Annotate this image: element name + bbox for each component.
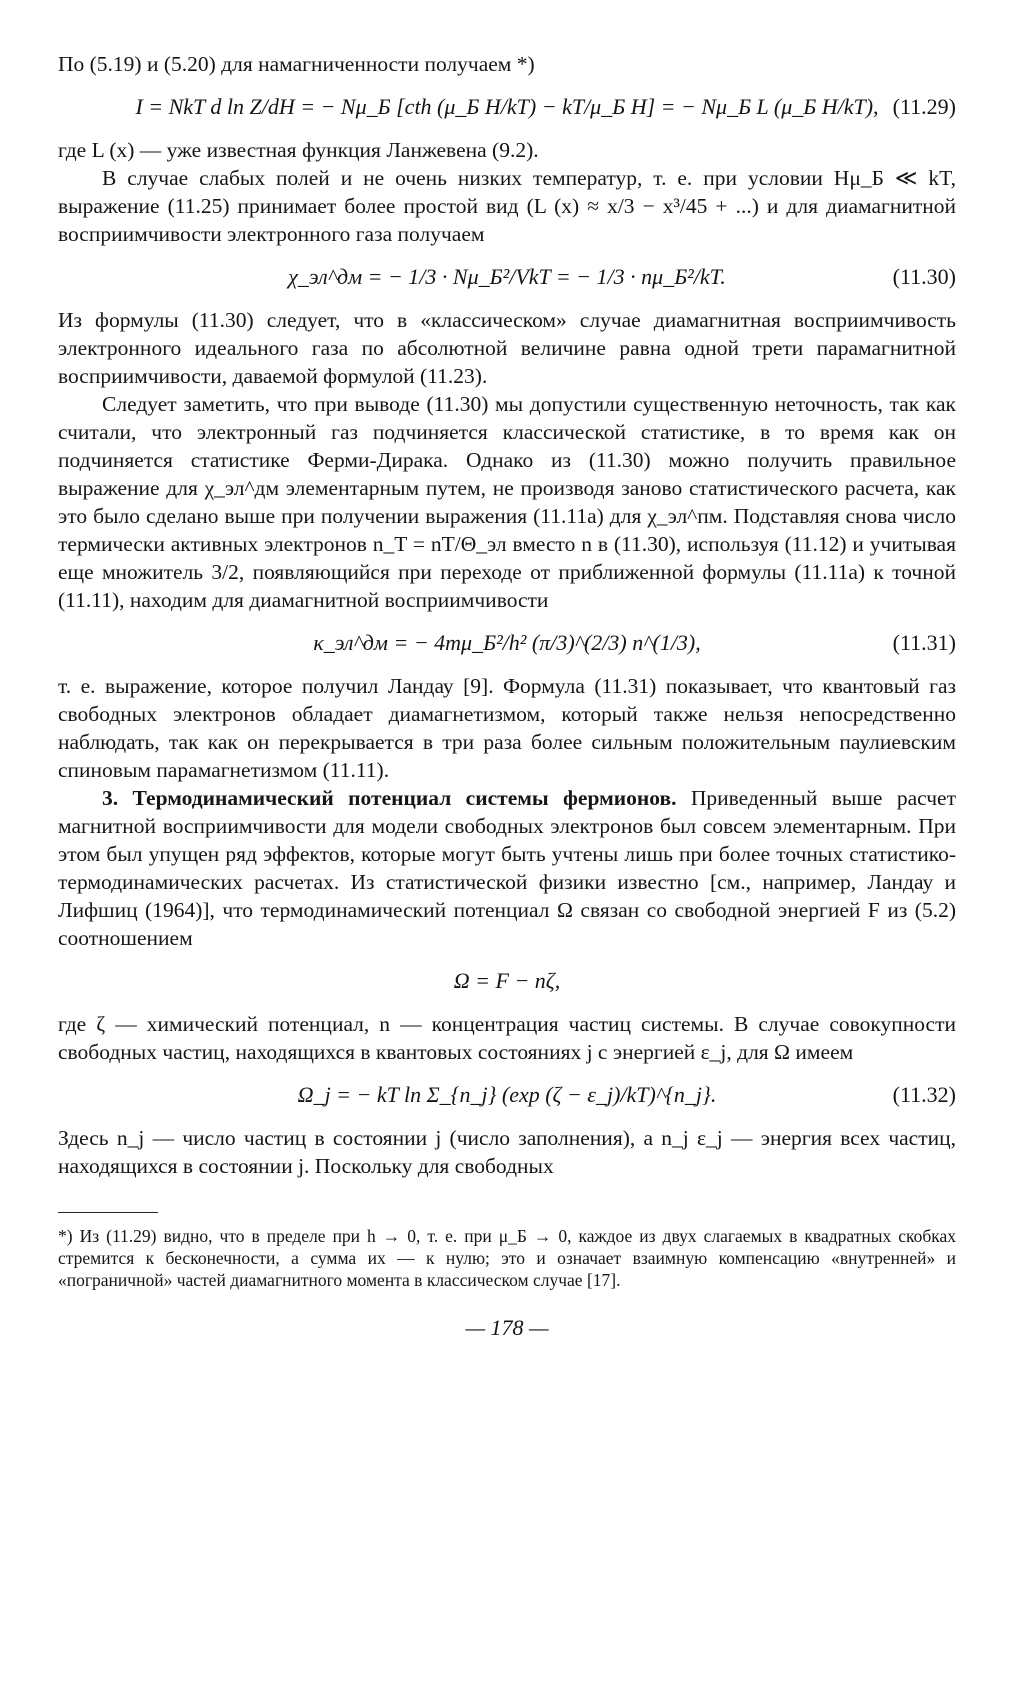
paragraph: Из формулы (11.30) следует, что в «классическом» случае диамагнитная восприимчивость электронного идеального газа по абсолютной величине равна одной трети парамагнитной восприимчивости, даваемой формулой (11.23).	[58, 308, 956, 388]
equation-number: (11.32)	[892, 1082, 956, 1107]
section-text: Приведенный выше расчет магнитной восприимчивости для модели свободных электронов был совсем элементарным. При этом был упущен ряд эффектов, которые могут быть учтены лишь при более точных статистико-термодинамических расчетах. Из статистической физики известно [см., например, Ландау и Лифшиц (1964)], что термодинамический потенциал Ω связан со свободной энергией F из (5.2) соотношением	[58, 786, 956, 950]
equation-formula: Ω_j = − kT ln Σ_{n_j} (exp (ζ − ε_j)/kT)^{n_j}.	[297, 1082, 717, 1107]
section-heading: 3. Термодинамический потенциал системы фермионов.	[102, 786, 677, 810]
equation-11-29	[58, 78, 956, 136]
paragraph: т. е. выражение, которое получил Ландау [9]. Формула (11.31) показывает, что квантовый газ свободных электронов обладает диамагнетизмом, который также нельзя непосредственно наблюдать, так как он перекрывается в три раза более сильным положительным паулиевским спиновым парамагнетизмом (11.11).	[58, 674, 956, 782]
page-body	[58, 50, 956, 1341]
paragraph: Здесь n_j — число частиц в состоянии j (число заполнения), а n_j ε_j — энергия всех частиц, находящихся в состоянии j. Поскольку для свободных	[58, 1126, 956, 1178]
equation-number: (11.30)	[892, 264, 956, 289]
footnote-text: *) Из (11.29) видно, что в пределе при h → 0, т. е. при μ_Б → 0, каждое из двух слагаемых в квадратных скобках стремится к бесконечности, а сумма их — к нулю; это и означает взаимную компенсацию «внутренней» и «пограничной» частей диамагнитного момента в классическом случае [17].	[58, 1226, 956, 1290]
section-paragraph	[58, 784, 956, 952]
equation-11-32	[58, 1066, 956, 1124]
equation-formula: I = NkT d ln Z/dH = − Nμ_Б [cth (μ_Б H/kT) − kT/μ_Б H] = − Nμ_Б L (μ_Б H/kT),	[135, 94, 879, 119]
paragraph: где L (x) — уже известная функция Ланжевена (9.2).	[58, 138, 539, 162]
equation-formula: κ_эл^дм = − 4mμ_Б²/h² (π/3)^(2/3) n^(1/3),	[313, 630, 701, 655]
equation-formula: Ω = F − nζ,	[453, 968, 561, 993]
equation-number: (11.29)	[892, 94, 956, 119]
equation-number: (11.31)	[892, 630, 956, 655]
paragraph: где ζ — химический потенциал, n — концентрация частиц системы. В случае совокупности свободных частиц, находящихся в квантовых состояниях j с энергией ε_j, для Ω имеем	[58, 1012, 956, 1064]
paragraph: В случае слабых полей и не очень низких температур, т. е. при условии Hμ_Б ≪ kT, выражение (11.25) принимает более простой вид (L (x) ≈ x/3 − x³/45 + ...) и для диамагнитной восприимчивости электронного газа получаем	[58, 166, 956, 246]
equation-omega	[58, 952, 956, 1010]
paragraph: По (5.19) и (5.20) для намагниченности получаем *)	[58, 52, 535, 76]
footnote	[58, 1225, 956, 1291]
equation-11-31	[58, 614, 956, 672]
equation-formula: χ_эл^дм = − 1/3 · Nμ_Б²/VkT = − 1/3 · nμ_Б²/kT.	[288, 264, 726, 289]
equation-11-30	[58, 248, 956, 306]
page-number: — 178 —	[465, 1315, 549, 1340]
footnote-rule	[58, 1212, 158, 1213]
paragraph: Следует заметить, что при выводе (11.30) мы допустили существенную неточность, так как считали, что электронный газ подчиняется классической статистике, в то время как он подчиняется статистике Ферми-Дирака. Однако из (11.30) можно получить правильное выражение для χ_эл^дм элементарным путем, не производя заново статистического расчета, как это было сделано выше при получении выражения (11.11а) для χ_эл^пм. Подставляя снова число термически активных электронов n_T = nT/Θ_эл вместо n в (11.30), используя (11.12) и учитывая еще множитель 3/2, появляющийся при переходе от приближенной формулы (11.11а) к точной (11.11), находим для диамагнитной восприимчивости	[58, 392, 956, 612]
